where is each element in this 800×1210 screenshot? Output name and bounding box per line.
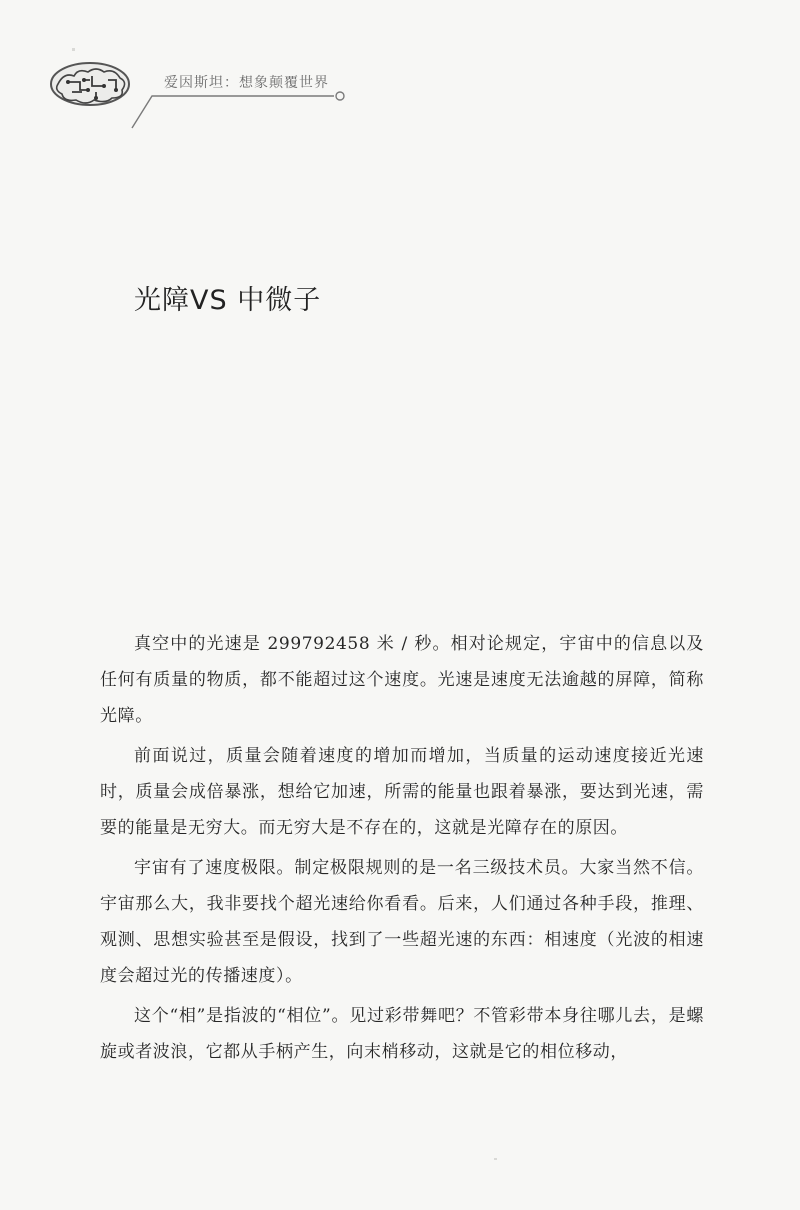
paragraph: 这个“相”是指波的“相位”。见过彩带舞吧？不管彩带本身往哪儿去，是螺旋或者波浪，它都从手柄产生，向末梢移动，这就是它的相位移动，: [100, 1006, 704, 1062]
header-rule: [0, 0, 800, 130]
running-head: 爱因斯坦：想象颠覆世界: [164, 75, 329, 91]
paragraph: 前面说过，质量会随着速度的增加而增加，当质量的运动速度接近光速时，质量会成倍暴涨，想给它加速，所需的能量也跟着暴涨，要达到光速，需要的能量是无穷大。而无穷大是不存在的，这就是光障存在的原因。: [100, 746, 704, 838]
scan-speck: [494, 1158, 497, 1160]
paragraph: 真空中的光速是 299792458 米 / 秒。相对论规定，宇宙中的信息以及任何有质量的物质，都不能超过这个速度。光速是速度无法逾越的屏障，简称光障。: [100, 634, 704, 726]
scan-speck: [72, 48, 75, 51]
body-text: [100, 626, 704, 1074]
section-title: 光障VS 中微子: [134, 285, 322, 316]
page-header: [0, 0, 800, 130]
paragraph: 宇宙有了速度极限。制定极限规则的是一名三级技术员。大家当然不信。宇宙那么大，我非要找个超光速给你看看。后来，人们通过各种手段，推理、观测、思想实验甚至是假设，找到了一些超光速的东西：相速度（光波的相速度会超过光的传播速度）。: [100, 858, 704, 986]
